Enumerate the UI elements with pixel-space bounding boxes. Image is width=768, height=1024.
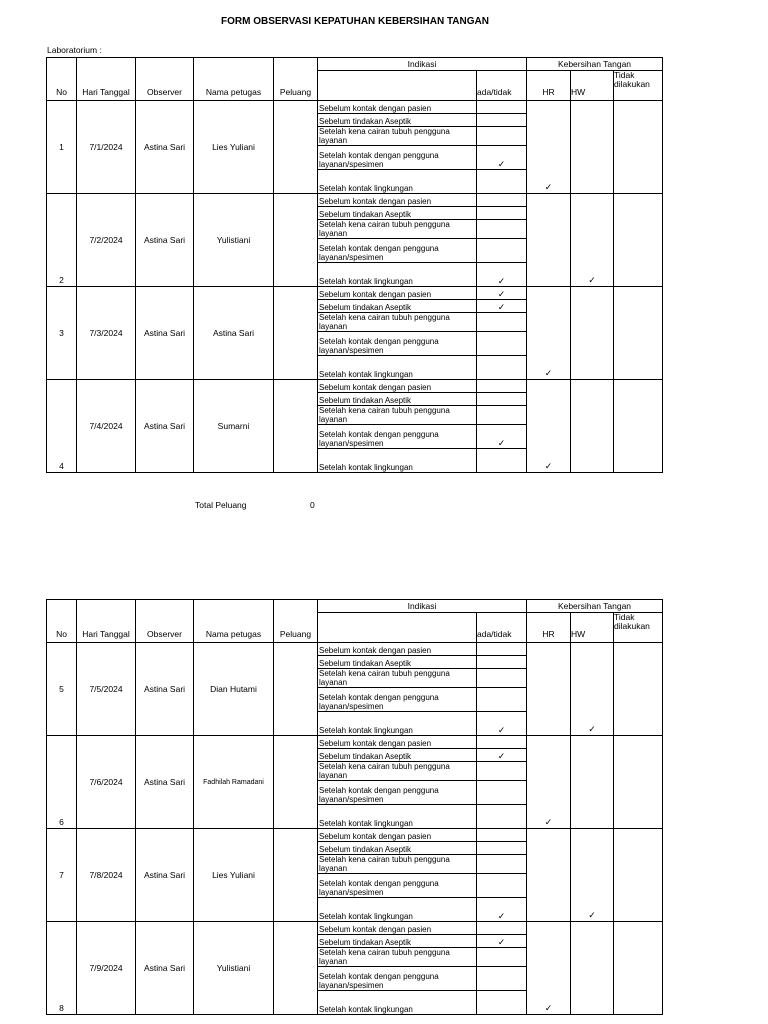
row-number: 8 bbox=[47, 922, 77, 1015]
indikasi-cell: Setelah kena cairan tubuh pengguna layanan bbox=[318, 855, 477, 874]
ada-tidak-cell bbox=[477, 114, 527, 127]
header-hr: HR bbox=[527, 71, 571, 101]
hw-cell bbox=[571, 380, 614, 473]
hw-cell bbox=[571, 829, 614, 922]
row-peluang bbox=[274, 643, 318, 736]
row-nama-petugas: Lies Yuliani bbox=[194, 101, 274, 194]
check-icon: ✓ bbox=[497, 159, 506, 169]
indikasi-cell: Sebelum kontak dengan pasien bbox=[318, 101, 477, 114]
row-number: 6 bbox=[47, 736, 77, 829]
indikasi-cell: Setelah kontak dengan pengguna layanan/spesimen bbox=[318, 332, 477, 356]
row-date: 7/4/2024 bbox=[77, 380, 136, 473]
indikasi-cell: Setelah kontak lingkungan bbox=[318, 449, 477, 473]
ada-tidak-cell bbox=[477, 656, 527, 669]
row-peluang bbox=[274, 101, 318, 194]
row-peluang bbox=[274, 380, 318, 473]
ada-tidak-cell bbox=[477, 220, 527, 239]
header-indikasi-blank bbox=[318, 613, 477, 643]
check-icon: ✓ bbox=[588, 724, 596, 734]
row-observer: Astina Sari bbox=[136, 643, 194, 736]
ada-tidak-cell bbox=[477, 127, 527, 146]
row-observer: Astina Sari bbox=[136, 101, 194, 194]
ada-tidak-cell bbox=[477, 842, 527, 855]
header-observer: Observer bbox=[136, 600, 194, 643]
header-hw: HW bbox=[571, 71, 614, 101]
header-tidak-dilakukan: Tidak dilakukan bbox=[614, 71, 663, 101]
row-nama-petugas: Astina Sari bbox=[194, 287, 274, 380]
ada-tidak-cell bbox=[477, 263, 527, 287]
indikasi-cell: Sebelum tindakan Aseptik bbox=[318, 935, 477, 948]
hr-cell bbox=[527, 736, 571, 829]
indikasi-cell: Setelah kontak dengan pengguna layanan/spesimen bbox=[318, 874, 477, 898]
row-date: 7/2/2024 bbox=[77, 194, 136, 287]
hw-cell bbox=[571, 736, 614, 829]
header-hw: HW bbox=[571, 613, 614, 643]
indikasi-cell: Setelah kontak dengan pengguna layanan/spesimen bbox=[318, 239, 477, 263]
indikasi-cell: Sebelum tindakan Aseptik bbox=[318, 393, 477, 406]
check-icon: ✓ bbox=[497, 438, 506, 448]
row-nama-petugas: Fadhilah Ramadani bbox=[194, 736, 274, 829]
ada-tidak-cell bbox=[477, 948, 527, 967]
hr-cell bbox=[527, 922, 571, 1015]
ada-tidak-cell bbox=[477, 194, 527, 207]
check-icon: ✓ bbox=[544, 368, 553, 378]
indikasi-cell: Setelah kena cairan tubuh pengguna layanan bbox=[318, 220, 477, 239]
header-nama-petugas: Nama petugas bbox=[194, 58, 274, 101]
tidak-dilakukan-cell bbox=[614, 380, 663, 473]
header-ada-tidak: ada/tidak bbox=[477, 613, 527, 643]
ada-tidak-cell bbox=[477, 855, 527, 874]
check-icon: ✓ bbox=[497, 751, 506, 761]
header-hr: HR bbox=[527, 613, 571, 643]
row-date: 7/5/2024 bbox=[77, 643, 136, 736]
row-observer: Astina Sari bbox=[136, 287, 194, 380]
ada-tidak-cell bbox=[477, 239, 527, 263]
indikasi-cell: Setelah kena cairan tubuh pengguna layanan bbox=[318, 669, 477, 688]
row-date: 7/6/2024 bbox=[77, 736, 136, 829]
indikasi-cell: Sebelum kontak dengan pasien bbox=[318, 194, 477, 207]
ada-tidak-cell bbox=[477, 425, 527, 449]
header-no: No bbox=[47, 58, 77, 101]
ada-tidak-cell bbox=[477, 688, 527, 712]
hr-cell bbox=[527, 643, 571, 736]
observation-table-2 bbox=[46, 599, 663, 1015]
ada-tidak-cell bbox=[477, 332, 527, 356]
indikasi-cell: Setelah kena cairan tubuh pengguna layanan bbox=[318, 313, 477, 332]
hw-cell bbox=[571, 194, 614, 287]
ada-tidak-cell bbox=[477, 922, 527, 935]
ada-tidak-cell bbox=[477, 449, 527, 473]
hw-cell bbox=[571, 101, 614, 194]
header-indikasi: Indikasi bbox=[318, 58, 527, 71]
header-peluang: Peluang bbox=[274, 58, 318, 101]
total-peluang-label: Total Peluang bbox=[195, 500, 247, 510]
row-peluang bbox=[274, 736, 318, 829]
ada-tidak-cell bbox=[477, 736, 527, 749]
row-date: 7/8/2024 bbox=[77, 829, 136, 922]
row-number: 2 bbox=[47, 194, 77, 287]
indikasi-cell: Sebelum kontak dengan pasien bbox=[318, 922, 477, 935]
ada-tidak-cell bbox=[477, 643, 527, 656]
check-icon: ✓ bbox=[588, 910, 596, 920]
indikasi-cell: Sebelum kontak dengan pasien bbox=[318, 736, 477, 749]
check-icon: ✓ bbox=[544, 182, 553, 192]
header-ada-tidak: ada/tidak bbox=[477, 71, 527, 101]
check-icon: ✓ bbox=[497, 302, 506, 312]
row-observer: Astina Sari bbox=[136, 922, 194, 1015]
row-date: 7/1/2024 bbox=[77, 101, 136, 194]
indikasi-cell: Setelah kontak dengan pengguna layanan/spesimen bbox=[318, 146, 477, 170]
tidak-dilakukan-cell bbox=[614, 736, 663, 829]
ada-tidak-cell bbox=[477, 669, 527, 688]
hr-cell bbox=[527, 287, 571, 380]
ada-tidak-cell bbox=[477, 300, 527, 313]
ada-tidak-cell bbox=[477, 829, 527, 842]
indikasi-cell: Setelah kena cairan tubuh pengguna layanan bbox=[318, 948, 477, 967]
indikasi-cell: Setelah kontak lingkungan bbox=[318, 805, 477, 829]
ada-tidak-cell bbox=[477, 313, 527, 332]
indikasi-cell: Sebelum kontak dengan pasien bbox=[318, 287, 477, 300]
hw-cell bbox=[571, 287, 614, 380]
indikasi-cell: Sebelum kontak dengan pasien bbox=[318, 643, 477, 656]
ada-tidak-cell bbox=[477, 935, 527, 948]
ada-tidak-cell bbox=[477, 749, 527, 762]
check-icon: ✓ bbox=[544, 461, 553, 471]
indikasi-cell: Setelah kena cairan tubuh pengguna layanan bbox=[318, 762, 477, 781]
ada-tidak-cell bbox=[477, 874, 527, 898]
indikasi-cell: Setelah kontak lingkungan bbox=[318, 712, 477, 736]
laboratorium-label: Laboratorium : bbox=[47, 45, 102, 55]
row-peluang bbox=[274, 194, 318, 287]
header-tidak-dilakukan: Tidak dilakukan bbox=[614, 613, 663, 643]
ada-tidak-cell bbox=[477, 712, 527, 736]
row-nama-petugas: Yulistiani bbox=[194, 194, 274, 287]
indikasi-cell: Setelah kontak lingkungan bbox=[318, 898, 477, 922]
ada-tidak-cell bbox=[477, 380, 527, 393]
check-icon: ✓ bbox=[497, 289, 506, 299]
row-nama-petugas: Lies Yuliani bbox=[194, 829, 274, 922]
row-date: 7/9/2024 bbox=[77, 922, 136, 1015]
row-number: 5 bbox=[47, 643, 77, 736]
header-observer: Observer bbox=[136, 58, 194, 101]
form-title: FORM OBSERVASI KEPATUHAN KEBERSIHAN TANGAN bbox=[221, 16, 489, 27]
row-observer: Astina Sari bbox=[136, 194, 194, 287]
observation-table-1 bbox=[46, 57, 663, 473]
tidak-dilakukan-cell bbox=[614, 287, 663, 380]
header-kebersihan-tangan: Kebersihan Tangan bbox=[527, 58, 663, 71]
header-no: No bbox=[47, 600, 77, 643]
indikasi-cell: Setelah kena cairan tubuh pengguna layanan bbox=[318, 406, 477, 425]
tidak-dilakukan-cell bbox=[614, 643, 663, 736]
indikasi-cell: Setelah kontak lingkungan bbox=[318, 263, 477, 287]
hr-cell bbox=[527, 101, 571, 194]
ada-tidak-cell bbox=[477, 287, 527, 300]
tidak-dilakukan-cell bbox=[614, 101, 663, 194]
indikasi-cell: Sebelum tindakan Aseptik bbox=[318, 114, 477, 127]
ada-tidak-cell bbox=[477, 207, 527, 220]
ada-tidak-cell bbox=[477, 991, 527, 1015]
header-hari-tanggal: Hari Tanggal bbox=[77, 600, 136, 643]
row-observer: Astina Sari bbox=[136, 736, 194, 829]
tidak-dilakukan-cell bbox=[614, 194, 663, 287]
indikasi-cell: Setelah kontak dengan pengguna layanan/spesimen bbox=[318, 781, 477, 805]
hr-cell bbox=[527, 380, 571, 473]
indikasi-cell: Sebelum tindakan Aseptik bbox=[318, 656, 477, 669]
row-observer: Astina Sari bbox=[136, 829, 194, 922]
hr-cell bbox=[527, 194, 571, 287]
check-icon: ✓ bbox=[497, 937, 506, 947]
check-icon: ✓ bbox=[497, 276, 506, 286]
check-icon: ✓ bbox=[544, 817, 553, 827]
ada-tidak-cell bbox=[477, 762, 527, 781]
indikasi-cell: Sebelum kontak dengan pasien bbox=[318, 829, 477, 842]
ada-tidak-cell bbox=[477, 406, 527, 425]
ada-tidak-cell bbox=[477, 967, 527, 991]
row-peluang bbox=[274, 287, 318, 380]
ada-tidak-cell bbox=[477, 393, 527, 406]
ada-tidak-cell bbox=[477, 170, 527, 194]
ada-tidak-cell bbox=[477, 805, 527, 829]
row-number: 1 bbox=[47, 101, 77, 194]
indikasi-cell: Setelah kena cairan tubuh pengguna layanan bbox=[318, 127, 477, 146]
ada-tidak-cell bbox=[477, 146, 527, 170]
tidak-dilakukan-cell bbox=[614, 922, 663, 1015]
check-icon: ✓ bbox=[497, 725, 506, 735]
indikasi-cell: Sebelum tindakan Aseptik bbox=[318, 300, 477, 313]
tidak-dilakukan-cell bbox=[614, 829, 663, 922]
ada-tidak-cell bbox=[477, 898, 527, 922]
header-kebersihan-tangan: Kebersihan Tangan bbox=[527, 600, 663, 613]
row-peluang bbox=[274, 829, 318, 922]
row-nama-petugas: Yulistiani bbox=[194, 922, 274, 1015]
row-number: 3 bbox=[47, 287, 77, 380]
header-peluang: Peluang bbox=[274, 600, 318, 643]
indikasi-cell: Setelah kontak dengan pengguna layanan/spesimen bbox=[318, 425, 477, 449]
check-icon: ✓ bbox=[497, 911, 506, 921]
hw-cell bbox=[571, 922, 614, 1015]
indikasi-cell: Setelah kontak lingkungan bbox=[318, 356, 477, 380]
row-date: 7/3/2024 bbox=[77, 287, 136, 380]
ada-tidak-cell bbox=[477, 781, 527, 805]
indikasi-cell: Sebelum tindakan Aseptik bbox=[318, 207, 477, 220]
ada-tidak-cell bbox=[477, 101, 527, 114]
indikasi-cell: Sebelum tindakan Aseptik bbox=[318, 749, 477, 762]
indikasi-cell: Setelah kontak lingkungan bbox=[318, 170, 477, 194]
check-icon: ✓ bbox=[544, 1003, 553, 1013]
indikasi-cell: Setelah kontak lingkungan bbox=[318, 991, 477, 1015]
hw-cell bbox=[571, 643, 614, 736]
total-peluang-value: 0 bbox=[310, 500, 315, 510]
indikasi-cell: Setelah kontak dengan pengguna layanan/spesimen bbox=[318, 688, 477, 712]
header-hari-tanggal: Hari Tanggal bbox=[77, 58, 136, 101]
row-nama-petugas: Dian Hutami bbox=[194, 643, 274, 736]
indikasi-cell: Sebelum tindakan Aseptik bbox=[318, 842, 477, 855]
header-indikasi-blank bbox=[318, 71, 477, 101]
header-indikasi: Indikasi bbox=[318, 600, 527, 613]
row-nama-petugas: Sumarni bbox=[194, 380, 274, 473]
indikasi-cell: Setelah kontak dengan pengguna layanan/spesimen bbox=[318, 967, 477, 991]
row-number: 4 bbox=[47, 380, 77, 473]
header-nama-petugas: Nama petugas bbox=[194, 600, 274, 643]
ada-tidak-cell bbox=[477, 356, 527, 380]
row-number: 7 bbox=[47, 829, 77, 922]
hr-cell bbox=[527, 829, 571, 922]
indikasi-cell: Sebelum kontak dengan pasien bbox=[318, 380, 477, 393]
row-observer: Astina Sari bbox=[136, 380, 194, 473]
row-peluang bbox=[274, 922, 318, 1015]
check-icon: ✓ bbox=[588, 275, 596, 285]
